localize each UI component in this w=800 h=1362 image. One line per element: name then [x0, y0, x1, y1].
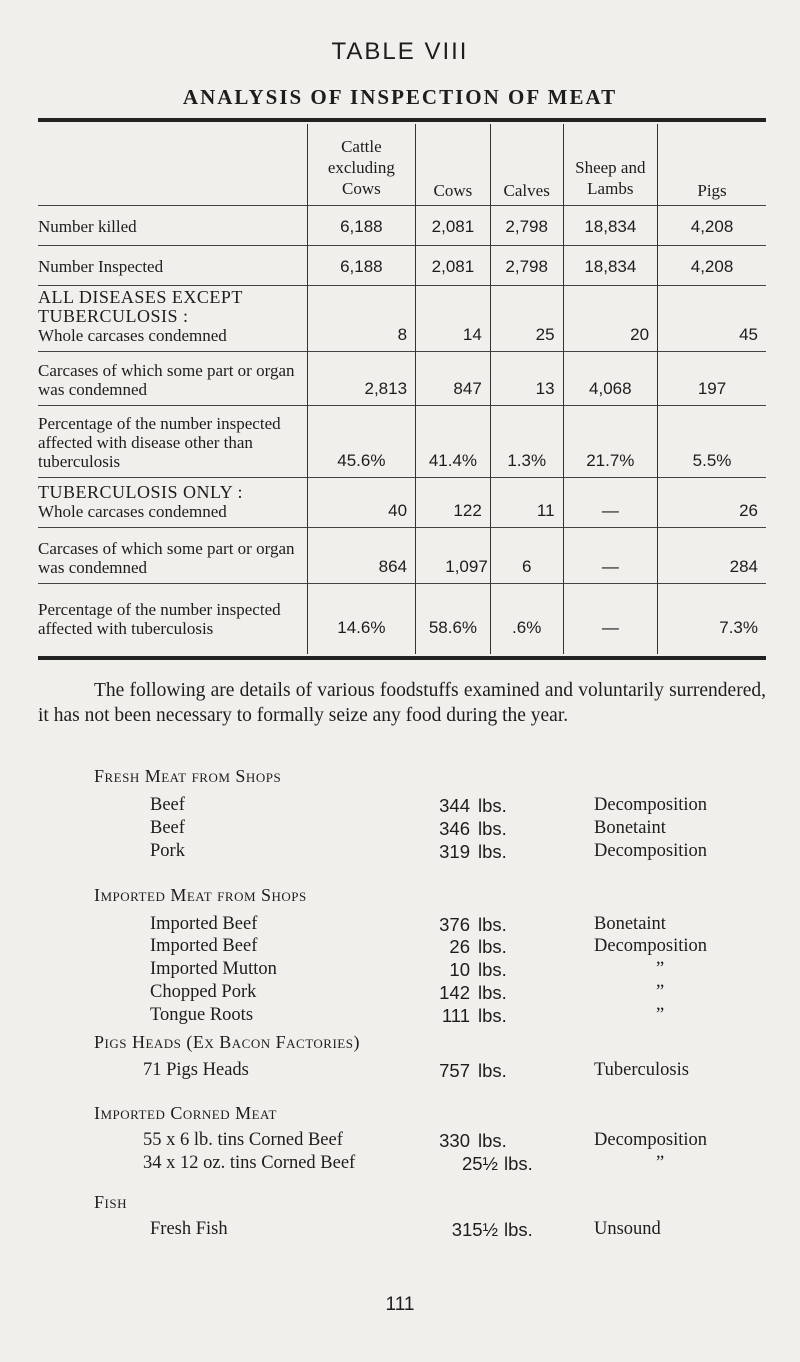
- item-name: Pork: [150, 841, 185, 861]
- cell: 2,081: [416, 206, 491, 246]
- list-item: [143, 1153, 760, 1175]
- item-qty: 10: [449, 959, 470, 980]
- item-name: Beef: [150, 795, 185, 815]
- table-title: TABLE VIII: [331, 38, 469, 65]
- cell: 6,188: [307, 206, 415, 246]
- cell: 2,798: [490, 206, 563, 246]
- cell: 1,097: [416, 528, 491, 584]
- row-label: Carcases of which some part or organ was condemned: [38, 528, 307, 584]
- table-row: [38, 286, 766, 352]
- cell: 284: [658, 528, 766, 584]
- list-item: [150, 1219, 760, 1241]
- cell: 864: [307, 528, 415, 584]
- cell: 14.6%: [307, 584, 415, 654]
- item-qty: 25½: [461, 1153, 498, 1174]
- row-label: Number Inspected: [38, 246, 307, 286]
- cell: 45.6%: [307, 406, 415, 478]
- item-qty: 757: [439, 1060, 470, 1081]
- cell: 6,188: [307, 246, 415, 286]
- section-title: Fresh Meat from Shops: [94, 766, 282, 786]
- item-name: 71 Pigs Heads: [143, 1060, 249, 1080]
- cell: 6: [490, 528, 563, 584]
- col-cattle: Cattle excluding Cows: [307, 124, 415, 206]
- section-title: Imported Corned Meat: [94, 1103, 277, 1123]
- item-qty: 26: [449, 936, 470, 957]
- item-reason: ”: [656, 1153, 665, 1173]
- col-pigs: Pigs: [658, 124, 766, 206]
- item-qty: 344: [439, 795, 470, 816]
- item-qty: 376: [439, 914, 470, 935]
- item-unit: lbs.: [478, 982, 507, 1003]
- cell: 1.3%: [490, 406, 563, 478]
- intro-paragraph: [38, 678, 766, 728]
- item-reason: Decomposition: [594, 795, 708, 815]
- item-reason: Decomposition: [594, 1130, 708, 1150]
- list-item: [150, 818, 760, 840]
- cell: 5.5%: [658, 406, 766, 478]
- item-reason: Unsound: [594, 1219, 661, 1239]
- item-qty: 346: [439, 818, 470, 839]
- item-unit: lbs.: [478, 795, 507, 816]
- item-reason: Bonetaint: [594, 818, 666, 838]
- cell: 26: [658, 478, 766, 528]
- row-label: Whole carcases condemned: [38, 326, 227, 345]
- col-sheep: Sheep and Lambs: [563, 124, 657, 206]
- table-row: [38, 246, 766, 286]
- item-name: Imported Mutton: [150, 959, 277, 979]
- list-item: [150, 1005, 760, 1027]
- item-qty: 315½: [451, 1219, 498, 1240]
- row-label: Percentage of the number inspected affected with disease other than tuberculosis: [38, 406, 307, 478]
- item-unit: lbs.: [504, 1153, 533, 1174]
- table-row: [38, 406, 766, 478]
- item-reason: Decomposition: [594, 936, 708, 956]
- cell: 45: [658, 286, 766, 352]
- table-row: [38, 528, 766, 584]
- cell: 25: [490, 286, 563, 352]
- cell: 18,834: [563, 206, 657, 246]
- cell: 197: [658, 352, 766, 406]
- item-qty: 111: [441, 1005, 470, 1026]
- cell: 2,813: [307, 352, 415, 406]
- item-name: 55 x 6 lb. tins Corned Beef: [143, 1130, 343, 1150]
- cell: 4,068: [563, 352, 657, 406]
- item-name: Tongue Roots: [150, 1005, 254, 1025]
- item-name: Imported Beef: [150, 914, 258, 934]
- cell: 2,081: [416, 246, 491, 286]
- cell: 847: [416, 352, 491, 406]
- cell: 2,798: [490, 246, 563, 286]
- cell: 14: [416, 286, 491, 352]
- intro-text: The following are details of various foodstuffs examined and voluntarily surrendered, it has not been necessary to formally seize any food during the year.: [38, 680, 766, 726]
- section-heading: ALL DISEASES EXCEPT TUBERCULOSIS :: [38, 287, 243, 326]
- header-row: [38, 124, 766, 206]
- table-row: [38, 352, 766, 406]
- item-unit: lbs.: [478, 818, 507, 839]
- section-title: Fish: [94, 1192, 127, 1212]
- item-reason: ”: [656, 982, 665, 1002]
- item-unit: lbs.: [478, 1130, 507, 1151]
- cell: —: [563, 528, 657, 584]
- cell: —: [563, 478, 657, 528]
- item-name: Chopped Pork: [150, 982, 257, 1002]
- list-item: [150, 795, 760, 817]
- list-item: [150, 841, 760, 863]
- list-item: [150, 982, 760, 1004]
- item-unit: lbs.: [478, 936, 507, 957]
- table-row: [38, 206, 766, 246]
- item-unit: lbs.: [478, 1060, 507, 1081]
- inspection-table: [38, 124, 766, 654]
- item-unit: lbs.: [478, 914, 507, 935]
- item-name: 34 x 12 oz. tins Corned Beef: [143, 1153, 356, 1173]
- cell: 40: [307, 478, 415, 528]
- col-calves: Calves: [490, 124, 563, 206]
- cell: 18,834: [563, 246, 657, 286]
- list-item: [150, 959, 760, 981]
- cell: 21.7%: [563, 406, 657, 478]
- cell: 4,208: [658, 206, 766, 246]
- col-cows: Cows: [416, 124, 491, 206]
- item-reason: ”: [656, 959, 665, 979]
- item-unit: lbs.: [478, 1005, 507, 1026]
- item-qty: 330: [439, 1130, 470, 1151]
- table-row: [38, 478, 766, 528]
- top-rule: [38, 118, 766, 122]
- cell: 13: [490, 352, 563, 406]
- item-reason: Bonetaint: [594, 914, 666, 934]
- item-name: Fresh Fish: [150, 1219, 228, 1239]
- cell: —: [563, 584, 657, 654]
- item-name: Imported Beef: [150, 936, 258, 956]
- list-item: [143, 1130, 760, 1152]
- bottom-rule: [38, 656, 766, 660]
- row-label: Whole carcases condemned: [38, 502, 227, 521]
- section-title: Imported Meat from Shops: [94, 885, 307, 905]
- item-qty: 142: [439, 982, 470, 1003]
- item-unit: lbs.: [478, 959, 507, 980]
- cell: 41.4%: [416, 406, 491, 478]
- section-heading: TUBERCULOSIS ONLY :: [38, 482, 244, 502]
- cell: 11: [490, 478, 563, 528]
- cell: 8: [307, 286, 415, 352]
- item-unit: lbs.: [504, 1219, 533, 1240]
- list-item: [150, 936, 760, 958]
- row-label: Number killed: [38, 206, 307, 246]
- cell: 58.6%: [416, 584, 491, 654]
- row-label: Percentage of the number inspected affected with tuberculosis: [38, 584, 307, 654]
- table-subtitle: ANALYSIS OF INSPECTION OF MEAT: [182, 85, 618, 109]
- item-qty: 319: [439, 841, 470, 862]
- cell: .6%: [490, 584, 563, 654]
- list-item: [143, 1060, 760, 1082]
- cell: 122: [416, 478, 491, 528]
- page-number: 111: [385, 1294, 415, 1315]
- table-row: [38, 584, 766, 654]
- item-reason: ”: [656, 1005, 665, 1025]
- item-reason: Decomposition: [594, 841, 708, 861]
- item-reason: Tuberculosis: [594, 1060, 689, 1080]
- cell: 4,208: [658, 246, 766, 286]
- cell: 20: [563, 286, 657, 352]
- item-unit: lbs.: [478, 841, 507, 862]
- item-name: Beef: [150, 818, 185, 838]
- section-title: Pigs Heads (Ex Bacon Factories): [94, 1032, 360, 1052]
- cell: 7.3%: [658, 584, 766, 654]
- row-label: Carcases of which some part or organ was condemned: [38, 352, 307, 406]
- list-item: [150, 914, 760, 936]
